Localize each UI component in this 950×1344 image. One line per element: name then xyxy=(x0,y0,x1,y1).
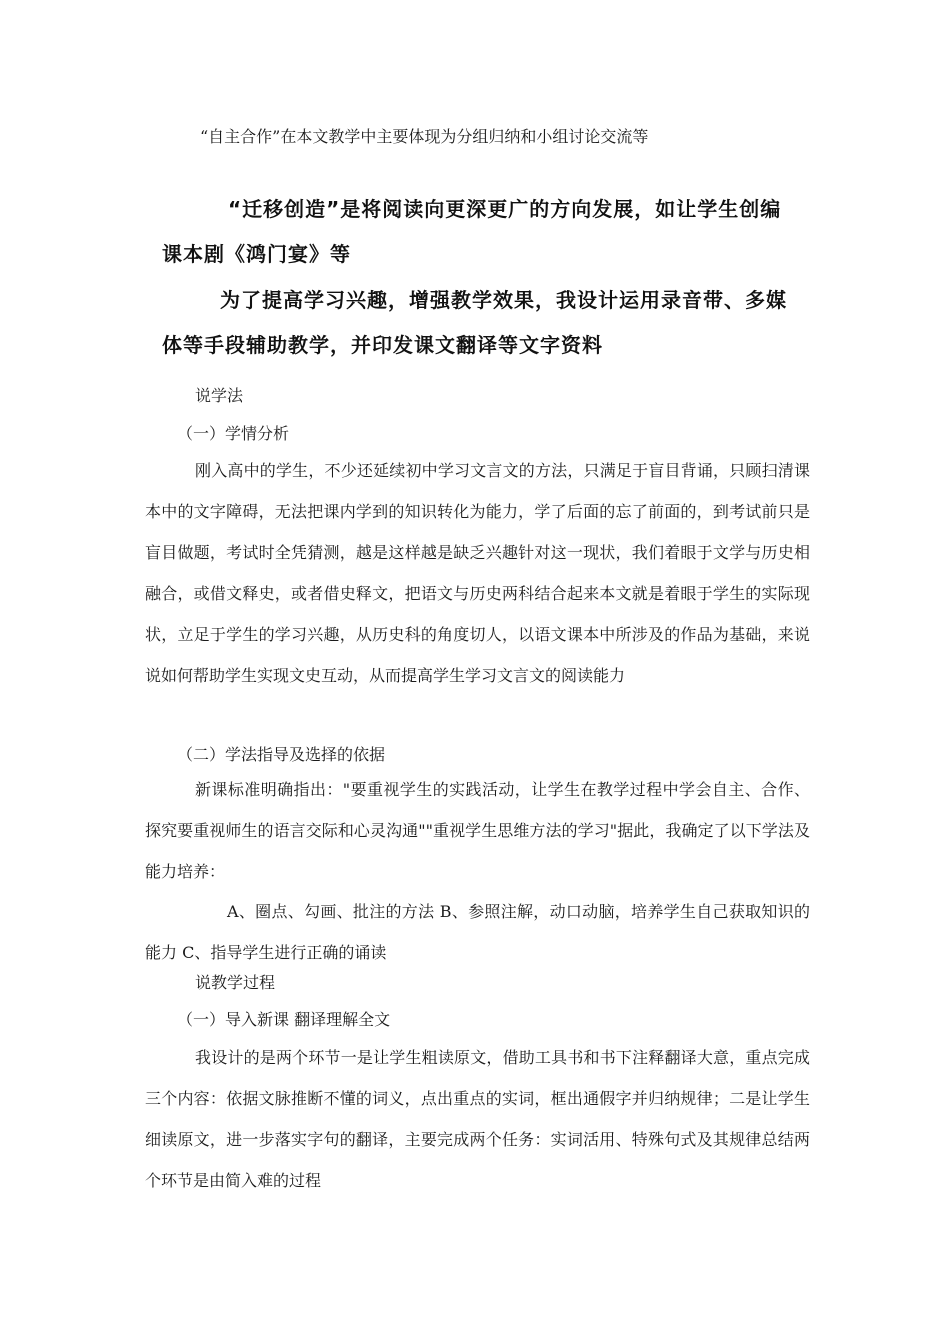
heading-teaching-process: 说教学过程 xyxy=(195,973,276,992)
paragraph-curriculum-standard: 新课标准明确指出："要重视学生的实践活动，让学生在教学过程中学会自主、合作、探究要重视师生的语言交际和心灵沟通""重视学生思维方法的学习"据此，我确定了以下学法及能力培养： xyxy=(145,780,810,881)
paragraph-ability-methods: A、圈点、勾画、批注的方法 B、参照注解，动口动脑，培养学生自己获取知识的能力 C、指导学生进行正确的诵读 xyxy=(145,902,810,962)
line-multimedia: 体等手段辅助教学，并印发课文翻译等文字资料 xyxy=(162,333,603,357)
line-autonomy-cooperation: “自主合作”在本文教学中主要体现为分组归纳和小组讨论交流等 xyxy=(200,127,649,146)
paragraph-introduction: 我设计的是两个环节一是让学生粗读原文，借助工具书和书下注释翻译大意，重点完成三个内容：依据文脉推断不懂的词义，点出重点的实词，框出通假字并归纳规律；二是让学生细读原文，进一步落实字句的翻译，主要完成两个任务：实词活用、特殊句式及其规律总结两个环节是由简入难的过程 xyxy=(145,1048,810,1190)
line-transfer-creation: “迁移创造”是将阅读向更深更广的方向发展，如让学生创编 xyxy=(228,197,782,221)
heading-introduction: （一）导入新课 翻译理解全文 xyxy=(177,1010,391,1029)
line-improve-interest: 为了提高学习兴趣，增强教学效果，我设计运用录音带、多媒 xyxy=(220,288,787,312)
heading-method-guidance: （二）学法指导及选择的依据 xyxy=(177,745,386,764)
heading-student-analysis: （一）学情分析 xyxy=(177,424,290,443)
heading-study-method: 说学法 xyxy=(195,386,244,405)
paragraph-student-analysis: 刚入高中的学生，不少还延续初中学习文言文的方法，只满足于盲目背诵，只顾扫清课本中的文字障碍，无法把课内学到的知识转化为能力，学了后面的忘了前面的，到考试前只是盲目做题，考试时全凭猜测，越是这样越是缺乏兴趣针对这一现状，我们着眼于文学与历史相融合，或借文释史，或者借史释文，把语文与历史两科结合起来本文就是着眼于学生的实际现状，立足于学生的学习兴趣，从历史科的角度切人，以语文课本中所涉及的作品为基础，来说说如何帮助学生实现文史互动，从而提高学生学习文言文的阅读能力 xyxy=(145,461,810,685)
line-play-hongmen-banquet: 课本剧《鸿门宴》等 xyxy=(162,242,351,266)
